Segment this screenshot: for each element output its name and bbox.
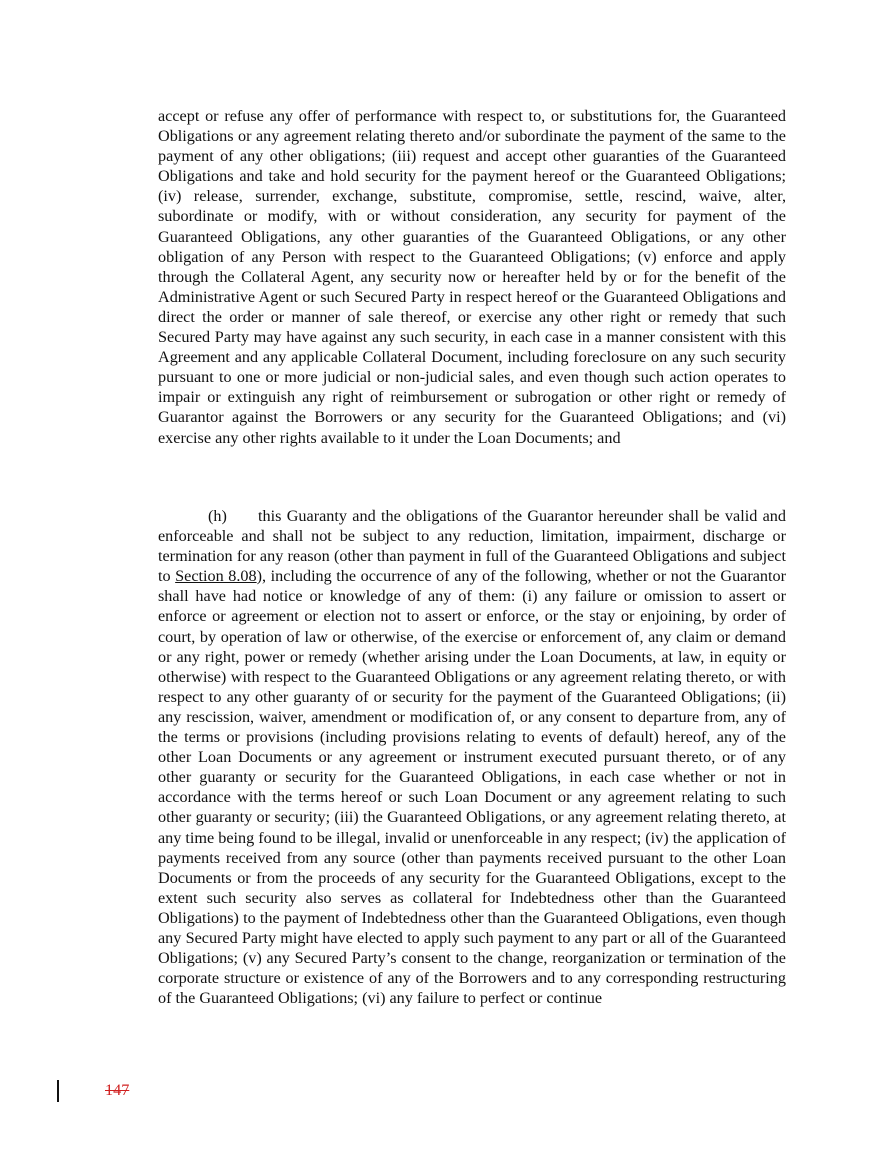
paragraph-g-text: accept or refuse any offer of performance with respect to, or substitutions for, the Guaranteed Obligations or any agreement relating thereto and/or subordinate the payment of the same to the payment of any other obligations; (iii) request and accept other guaranties of the Guaranteed Obligations and take and hold security for the payment hereof or the Guaranteed Obligations; (iv) release, surrender, exchange, substitute, compromise, settle, rescind, waive, alter, subordinate or modify, with or without consideration, any security for payment of the Guaranteed Obligations, any other guaranties of the Guaranteed Obligations, or any other obligation of any Person with respect to the Guaranteed Obligations; (v) enforce and apply through the Collateral Agent, any security now or hereafter held by or for the benefit of the Administrative Agent or such Secured Party in respect hereof or the Guaranteed Obligations and direct the order or manner of sale thereof, or exercise any other right or remedy that such Secured Party may have against any such security, in each case in a manner consistent with this Agreement and any applicable Collateral Document, including foreclosure on any such security pursuant to one or more judicial or non-judicial sales, and even though such action operates to impair or extinguish any right of reimbursement or subrogation or other right or remedy of Guarantor against the Borrowers or any security for the Guaranteed Obligations; and (vi) exercise any other rights available to it under the Loan Documents; and: [158, 107, 786, 447]
paragraph-h-marker: (h): [208, 507, 227, 525]
paragraph-h-text-after-ref: ), including the occurrence of any of the following, whether or not the Guarantor shall have had notice or knowledge of any of them: (i) any failure or omission to assert or enforce or agreement or election not to assert or enforce, or the stay or enjoining, by order of court, by operation of law or otherwise, of the exercise or enforcement of, any claim or demand or any right, power or remedy (whether arising under the Loan Documents, at law, in equity or otherwise) with respect to the Guaranteed Obligations or any agreement relating thereto, or with respect to any other guaranty of or security for the payment of the Guaranteed Obligations; (ii) any rescission, waiver, amendment or modification of, or any consent to departure from, any of the terms or provisions (including provisions relating to events of default) hereof, any of the other Loan Documents or any agreement or instrument executed pursuant thereto, or of any other guaranty or security for the Guaranteed Obligations, in each case whether or not in accordance with the terms hereof or such Loan Document or any agreement relating to such other guaranty or security; (iii) the Guaranteed Obligations, or any agreement relating thereto, at any time being found to be illegal, invalid or unenforceable in any respect; (iv) the application of payments received from any source (other than payments received pursuant to the other Loan Documents or from the proceeds of any security for the Guaranteed Obligations, except to the extent such security also serves as collateral for Indebtedness other than the Guaranteed Obligations) to the payment of Indebtedness other than the Guaranteed Obligations, even though any Secured Party might have elected to apply such payment to any part or all of the Guaranteed Obligations; (v) any Secured Party’s consent to the change, reorganization or termination of the corporate structure or existence of any of the Borrowers and to any corresponding restructuring of the Guaranteed Obligations; (vi) any failure to perfect or continue: [158, 567, 786, 1008]
section-reference: Section 8.08: [175, 567, 257, 586]
paragraph-g-continuation: [158, 106, 786, 448]
paragraph-h: [158, 506, 786, 1008]
page-number: 147: [105, 1081, 130, 1099]
revision-change-bar: [57, 1080, 59, 1102]
paragraph-h-text-before-ref: this Guaranty and the obligations of the Guarantor hereunder shall be valid and enforceable and shall not be subject to any reduction, limitation, impairment, discharge or termination for any reason (other than payment in full of the Guaranteed Obligations and subject to: [158, 507, 786, 586]
